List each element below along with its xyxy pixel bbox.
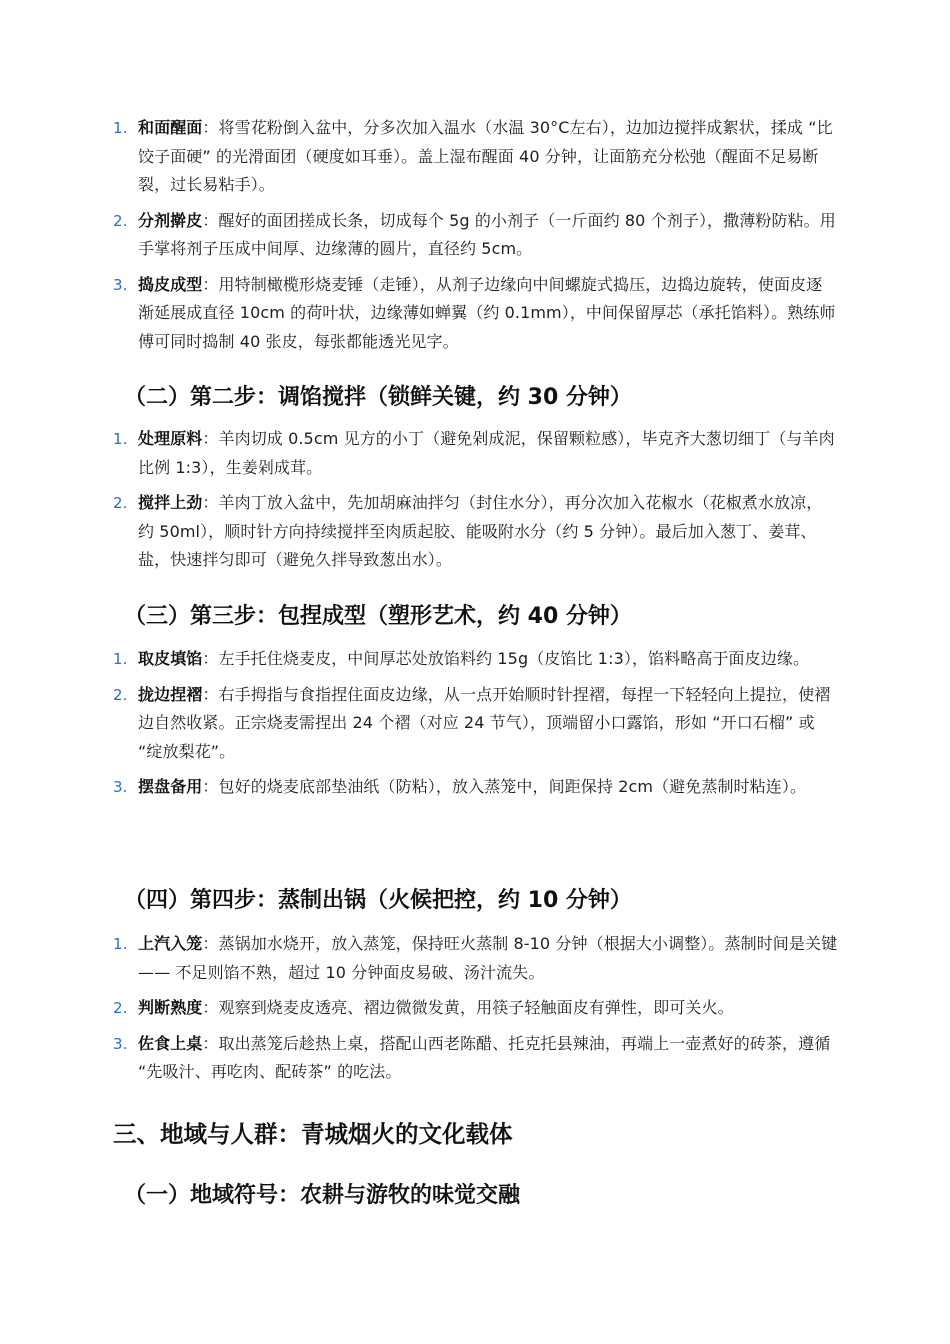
item-term: 拢边捏褶 <box>138 684 203 704</box>
list-number: 2. <box>113 211 128 230</box>
section-heading-step4: （四）第四步：蒸制出锅（火候把控，约 10 分钟） <box>124 888 632 913</box>
list-item <box>113 930 838 987</box>
list-number: 1. <box>113 430 128 448</box>
item-text: ：蒸锅加水烧开，放入蒸笼，保持旺火蒸制 8-10 分钟（根据大小调整）。蒸制时间是关键 —— 不足则馅不熟，超过 10 分钟面皮易破、汤汁流失。 <box>138 934 838 982</box>
item-term: 和面醒面 <box>138 118 203 137</box>
list-number: 1. <box>113 650 128 668</box>
item-term: 捣皮成型 <box>138 274 203 294</box>
item-term: 处理原料 <box>138 429 203 448</box>
item-term: 佐食上桌 <box>138 1033 203 1053</box>
list-item <box>113 271 838 357</box>
wrapping-steps-list <box>113 645 838 802</box>
item-term: 分剂擀皮 <box>138 210 203 230</box>
item-term: 摆盘备用 <box>138 777 203 796</box>
item-text: ：左手托住烧麦皮，中间厚芯处放馅料约 15g（皮馅比 1:3），馅料略高于面皮边缘。 <box>202 649 810 668</box>
item-text: ：羊肉丁放入盆中，先加胡麻油拌匀（封住水分），再分次加入花椒水（花椒煮水放凉，约 50ml），顺时针方向持续搅拌至肉质起胶、能吸附水分（约 5 分钟）。最后加入葱丁、姜茸、盐，快速拌匀即可（避免久拌导致葱出水）。 <box>138 493 823 569</box>
list-number: 3. <box>113 778 128 796</box>
list-number: 3. <box>113 275 128 294</box>
section-heading-step3: （三）第三步：包捏成型（塑形艺术，约 40 分钟） <box>124 604 632 629</box>
item-term: 取皮填馅 <box>138 649 203 668</box>
list-number: 1. <box>113 119 128 137</box>
list-item <box>113 645 838 674</box>
item-term: 搅拌上劲 <box>138 493 203 512</box>
list-item <box>113 1030 838 1087</box>
dough-steps-list <box>113 114 838 356</box>
list-item <box>113 681 838 767</box>
list-item <box>113 773 838 802</box>
item-text: ：用特制橄榄形烧麦锤（走锤），从剂子边缘向中间螺旋式捣压，边捣边旋转，使面皮逐渐延展成直径 10cm 的荷叶状，边缘薄如蝉翼（约 0.1mm），中间保留厚芯（承托馅料）。熟练师傅可同时捣制 40 张皮，每张都能透光见字。 <box>138 274 836 351</box>
list-item <box>113 489 838 575</box>
item-term: 判断熟度 <box>138 998 203 1017</box>
item-text: ：醒好的面团搓成长条，切成每个 5g 的小剂子（一斤面约 80 个剂子），撒薄粉防粘。用手掌将剂子压成中间厚、边缘薄的圆片，直径约 5cm。 <box>138 210 836 258</box>
list-number: 2. <box>113 685 128 704</box>
list-number: 2. <box>113 494 128 512</box>
list-item <box>113 425 838 482</box>
item-text: ：羊肉切成 0.5cm 见方的小丁（避免剁成泥，保留颗粒感），毕克齐大葱切细丁（与羊肉比例 1:3），生姜剁成茸。 <box>138 429 835 477</box>
item-text: ：观察到烧麦皮透亮、褶边微微发黄，用筷子轻触面皮有弹性，即可关火。 <box>202 998 734 1017</box>
item-text: ：取出蒸笼后趁热上桌，搭配山西老陈醋、托克托县辣油，再端上一壶煮好的砖茶，遵循 “先吸汁、再吃肉、配砖茶” 的吃法。 <box>138 1033 831 1081</box>
item-text: ：包好的烧麦底部垫油纸（防粘），放入蒸笼中，间距保持 2cm（避免蒸制时粘连）。 <box>202 777 807 796</box>
steaming-steps-list <box>113 930 838 1087</box>
section-heading-region: （一）地域符号：农耕与游牧的味觉交融 <box>124 1183 521 1208</box>
list-item <box>113 114 838 200</box>
item-text: ：将雪花粉倒入盆中，分多次加入温水（水温 30°C左右），边加边搅拌成絮状，揉成 “比饺子面硬” 的光滑面团（硬度如耳垂）。盖上湿布醒面 40 分钟，让面筋充分松弛（醒面不足易断裂，过长易粘手）。 <box>138 118 833 194</box>
filling-steps-list <box>113 425 838 575</box>
section-heading-step2: （二）第二步：调馅搅拌（锁鲜关键，约 30 分钟） <box>124 385 632 410</box>
list-item <box>113 994 838 1023</box>
item-text: ：右手拇指与食指捏住面皮边缘，从一点开始顺时针捏褶，每捏一下轻轻向上提拉，使褶边自然收紧。正宗烧麦需捏出 24 个褶（对应 24 节气），顶端留小口露馅，形如 “开口石榴” 或 “绽放梨花”。 <box>138 684 831 761</box>
list-number: 3. <box>113 1034 128 1053</box>
list-number: 1. <box>113 935 128 953</box>
chapter-heading: 三、地域与人群：青城烟火的文化载体 <box>113 1120 513 1148</box>
list-item <box>113 207 838 264</box>
item-term: 上汽入笼 <box>138 934 203 953</box>
list-number: 2. <box>113 999 128 1017</box>
